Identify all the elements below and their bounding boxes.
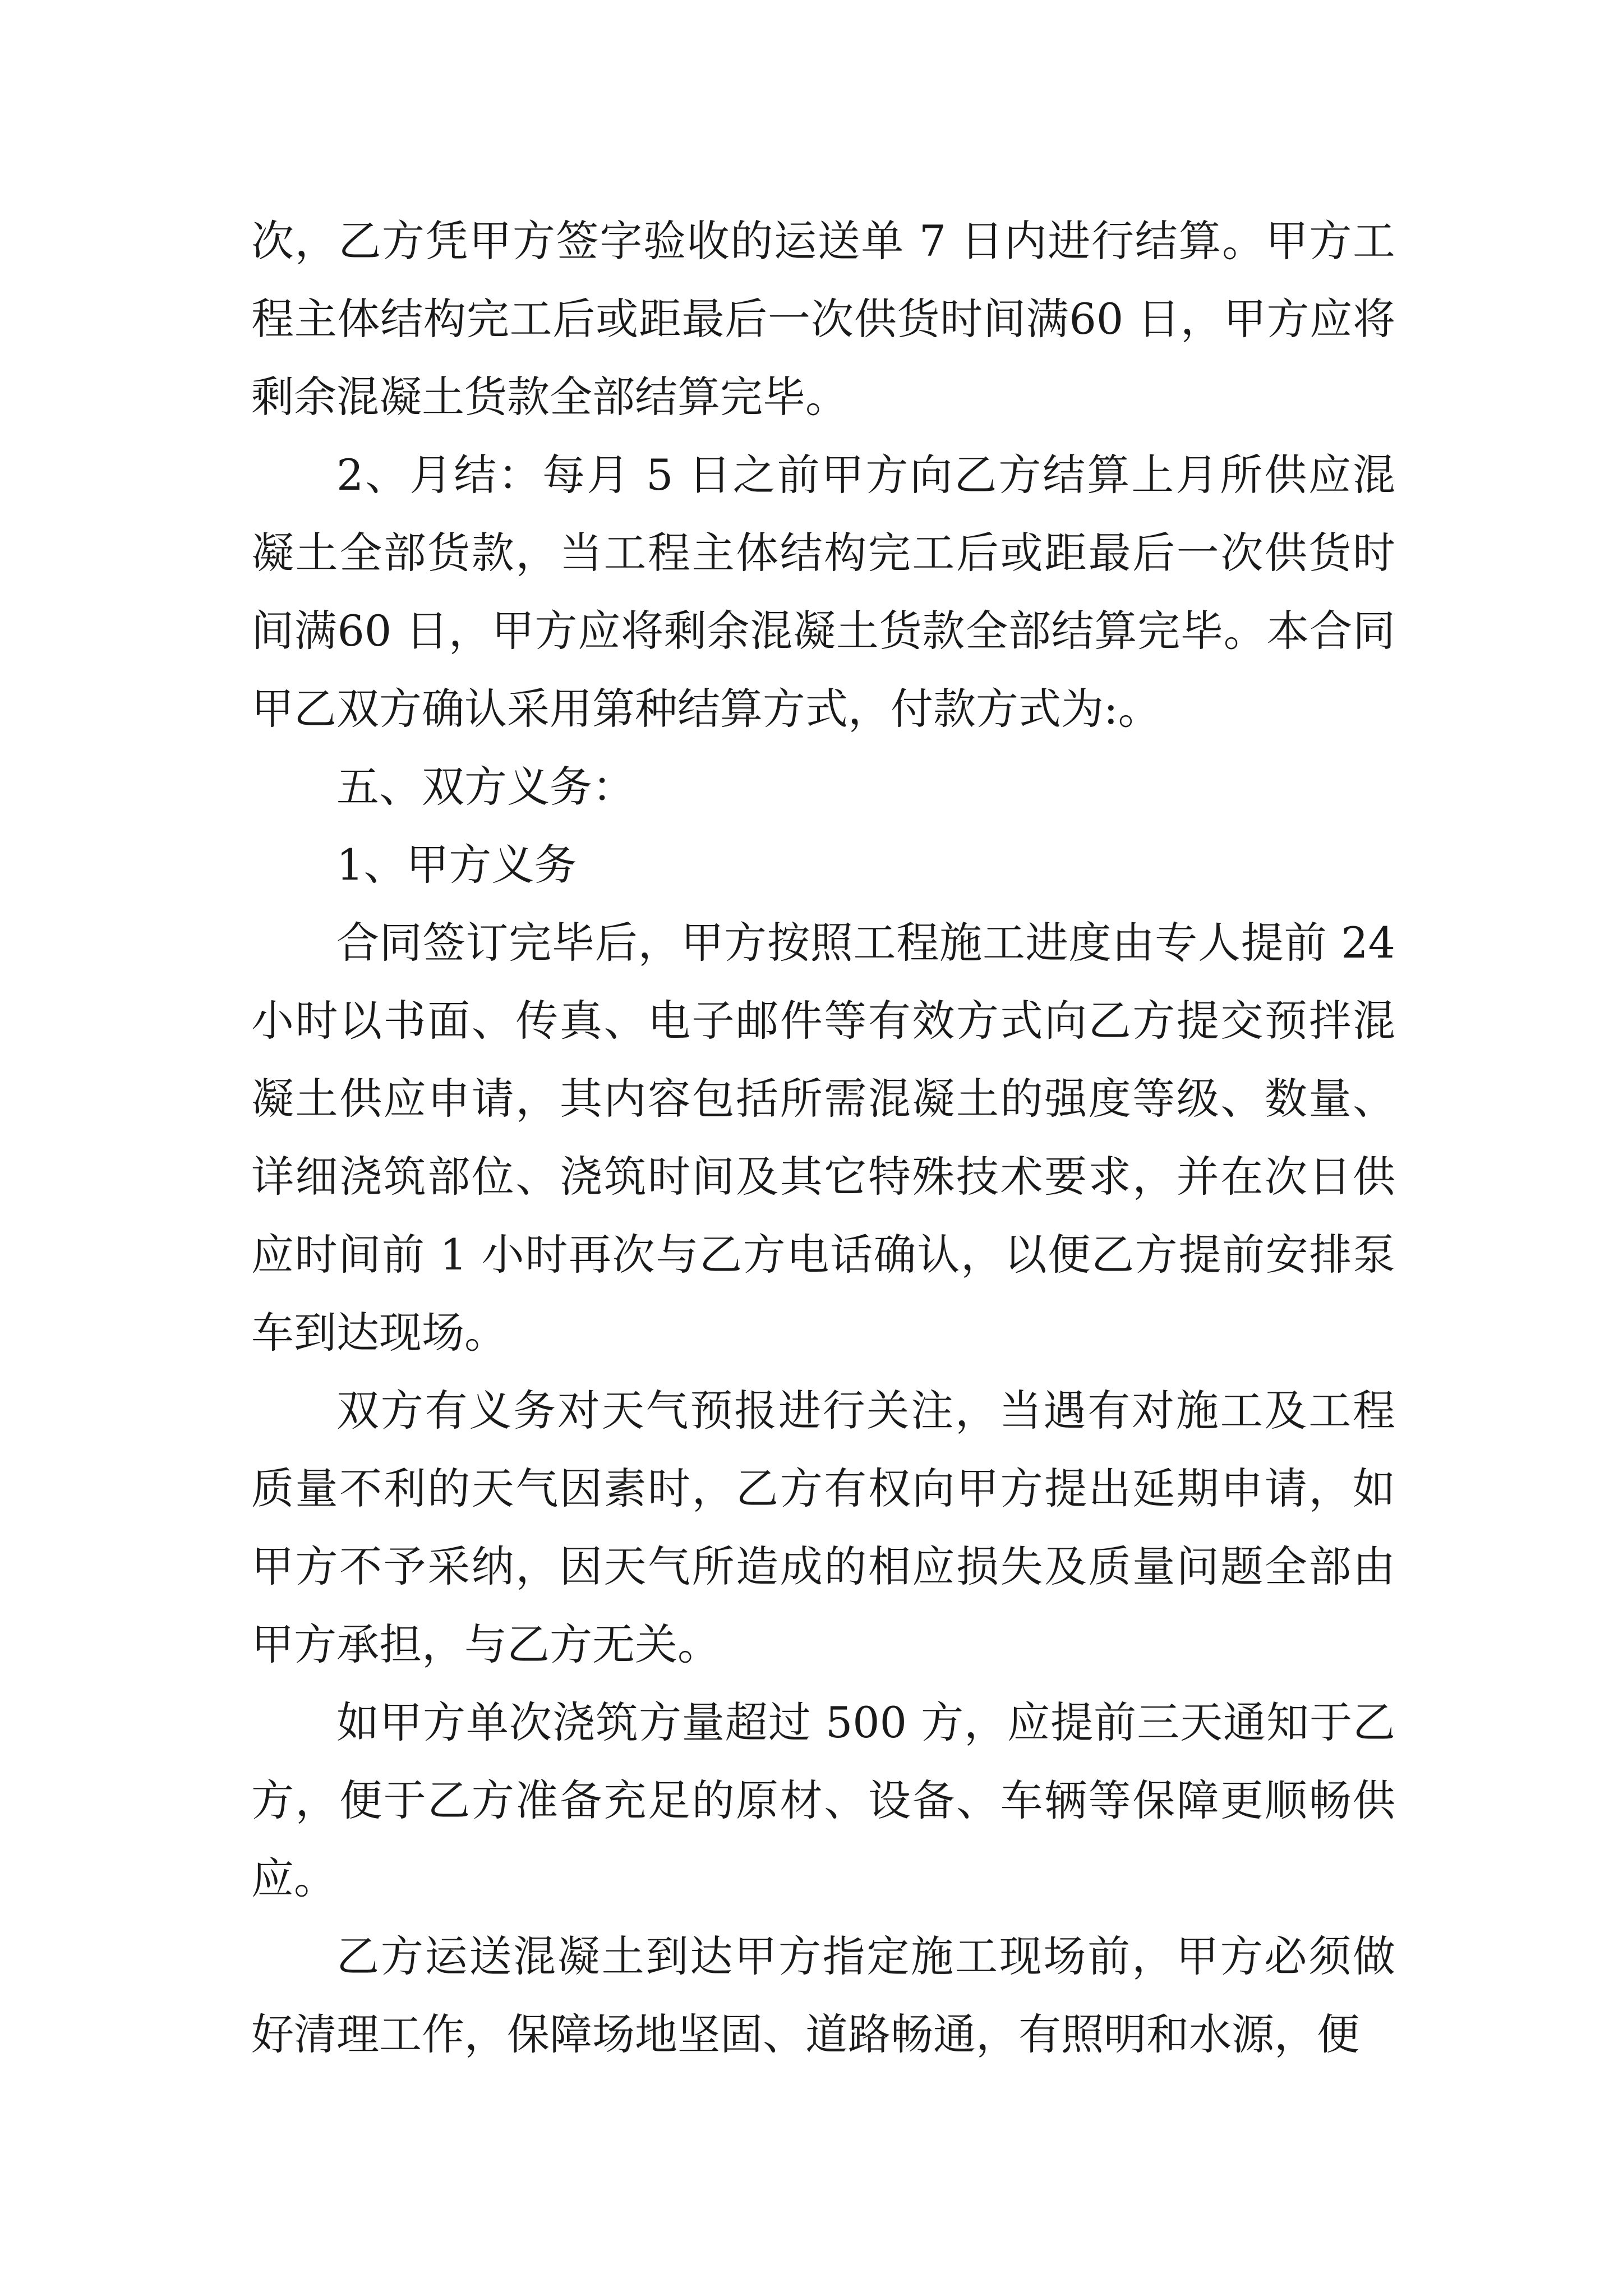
paragraph-monthly-settlement: 2、月结：每月 5 日之前甲方向乙方结算上月所供应混凝土全部货款，当工程主体结构完工后或距最后一次供货时间满60 日，甲方应将剩余混凝土货款全部结算完毕。本合同甲乙双方确认采用第种结算方式，付款方式为:。 bbox=[251, 450, 1395, 734]
subheading-party-a-obligations: 1、甲方义务 bbox=[336, 840, 577, 890]
paragraph-supply-request: 合同签订完毕后，甲方按照工程施工进度由专人提前 24 小时以书面、传真、电子邮件等有效方式向乙方提交预拌混凝土供应申请，其内容包括所需混凝土的强度等级、数量、详细浇筑部位、浇筑时间及其它特殊技术要求，并在次日供应时间前 1 小时再次与乙方电话确认，以便乙方提前安排泵车到达现场。 bbox=[251, 918, 1409, 1358]
section-heading-obligations: 五、双方义务： bbox=[336, 762, 635, 812]
paragraph-large-pour: 如甲方单次浇筑方量超过 500 方，应提前三天通知于乙方，便于乙方准备充足的原材、设备、车辆等保障更顺畅供应。 bbox=[251, 1697, 1395, 1903]
paragraph-settlement-continued: 次，乙方凭甲方签字验收的运送单 7 日内进行结算。甲方工程主体结构完工后或距最后一次供货时间满60 日，甲方应将剩余混凝土货款全部结算完毕。 bbox=[251, 216, 1395, 422]
paragraph-weather: 双方有义务对天气预报进行关注，当遇有对施工及工程质量不利的天气因素时，乙方有权向甲方提出延期申请，如甲方不予采纳，因天气所造成的相应损失及质量问题全部由甲方承担，与乙方无关。 bbox=[251, 1386, 1395, 1669]
document-body bbox=[251, 202, 1409, 2073]
paragraph-site-preparation: 乙方运送混凝土到达甲方指定施工现场前，甲方必须做好清理工作，保障场地坚固、道路畅通，有照明和水源，便 bbox=[251, 1931, 1395, 2059]
